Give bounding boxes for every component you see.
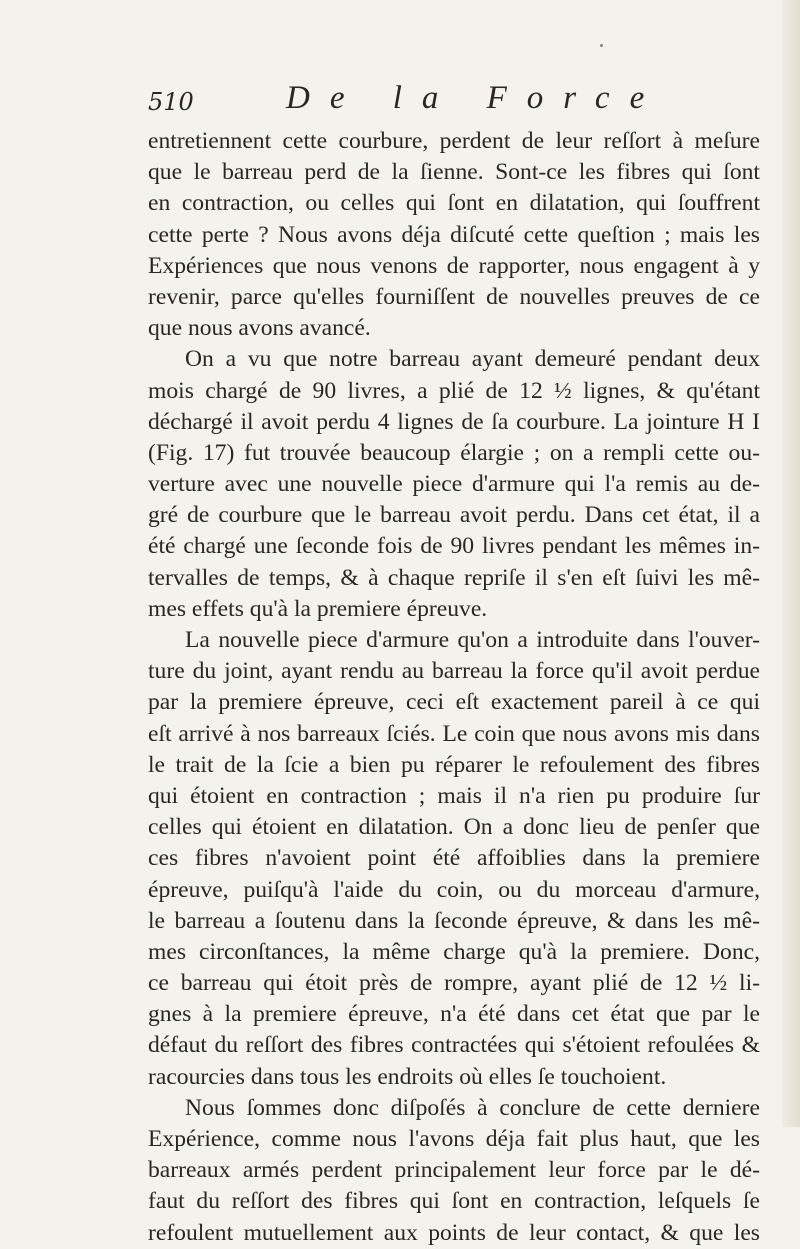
text-line: revenir, parce qu'elles fourniſſent de nouvelles preuves de ce (148, 283, 760, 310)
text-line: le barreau a ſoutenu dans la ſeconde épreuve, & dans les mê- (148, 907, 760, 934)
page-header (148, 80, 758, 120)
text-line: Expériences que nous venons de rapporter, nous engagent à y (148, 252, 760, 279)
text-line: racourcies dans tous les endroits où elles ſe touchoient. (148, 1063, 667, 1090)
text-line: en contraction, ou celles qui ſont en dilatation, qui ſouffrent (148, 190, 760, 217)
text-line: épreuve, puiſqu'à l'aide du coin, ou du morceau d'armure, (148, 876, 760, 903)
text-line: Nous ſommes donc diſpoſés à conclure de cette derniere (185, 1094, 760, 1121)
text-line: défaut du reſſort des fibres contractées qui s'étoient refoulées & (148, 1032, 760, 1059)
text-line: mes circonſtances, la même charge qu'à la premiere. Donc, (148, 938, 760, 965)
text-line: verture avec une nouvelle piece d'armure qui l'a remis au de- (148, 471, 760, 498)
text-line: été chargé une ſeconde fois de 90 livres pendant les mêmes in- (148, 533, 760, 560)
text-line: le trait de la ſcie a bien pu réparer le refoulement des fibres (148, 751, 760, 778)
text-line: que nous avons avancé. (148, 315, 371, 342)
text-line: qui étoient en contraction ; mais il n'a rien pu produire ſur (148, 782, 760, 809)
text-line: celles qui étoient en dilatation. On a donc lieu de penſer que (148, 814, 760, 841)
text-line: cette perte ? Nous avons déja diſcuté cette queſtion ; mais les (148, 221, 760, 248)
page-edge-shadow (782, 0, 800, 1127)
running-title: De la Force (286, 80, 665, 116)
text-line: ture du joint, ayant rendu au barreau la force qu'il avoit perdue (148, 658, 760, 685)
text-line: par la premiere épreuve, ceci eſt exactement pareil à ce qui (148, 689, 760, 716)
text-line: barreaux armés perdent principalement leur force par le dé- (148, 1157, 760, 1184)
ink-speck (600, 44, 603, 47)
text-line: déchargé il avoit perdu 4 lignes de ſa courbure. La jointure H I (148, 408, 760, 435)
text-line: gré de courbure que le barreau avoit perdu. Dans cet état, il a (148, 502, 760, 529)
text-line: ce barreau qui étoit près de rompre, ayant plié de 12 ½ li- (148, 970, 760, 997)
text-line: refoulent mutuellement aux points de leur contact, & que les (148, 1219, 760, 1246)
text-line: tervalles de temps, & à chaque repriſe il s'en eſt ſuivi les mê- (148, 564, 760, 591)
text-line: mois chargé de 90 livres, a plié de 12 ½ lignes, & qu'étant (148, 377, 760, 404)
text-line: gnes à la premiere épreuve, n'a été dans cet état que par le (148, 1001, 760, 1028)
page-number: 510 (148, 88, 194, 116)
text-line: entretiennent cette courbure, perdent de leur reſſort à meſure (148, 128, 760, 154)
text-line: ces fibres n'avoient point été affoiblies dans la premiere (148, 845, 760, 872)
text-line: La nouvelle piece d'armure qu'on a introduite dans l'ouver- (185, 627, 760, 653)
body-text (148, 126, 760, 1249)
text-line: que le barreau perd de la ſienne. Sont-ce les fibres qui ſont (148, 159, 760, 186)
text-line: On a vu que notre barreau ayant demeuré pendant deux (185, 346, 760, 373)
text-line: (Fig. 17) fut trouvée beaucoup élargie ; on a rempli cette ou- (148, 439, 760, 466)
text-line: Expérience, comme nous l'avons déja fait plus haut, que les (148, 1126, 760, 1152)
text-line: mes effets qu'à la premiere épreuve. (148, 595, 488, 622)
text-line: eſt arrivé à nos barreaux ſciés. Le coin que nous avons mis dans (148, 720, 760, 747)
text-line: faut du reſſort des fibres qui ſont en contraction, leſquels ſe (148, 1188, 760, 1215)
